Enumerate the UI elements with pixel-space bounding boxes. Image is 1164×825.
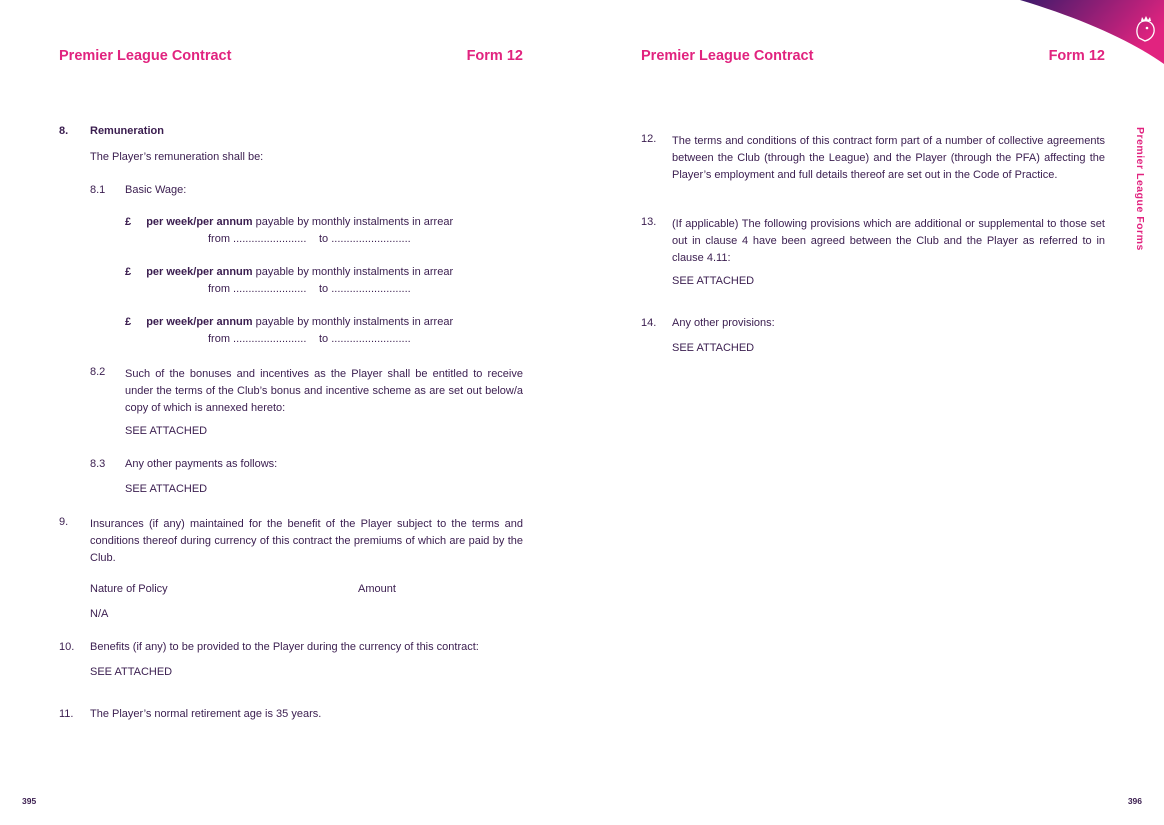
wage-from-3: from ........................	[208, 333, 307, 345]
s10-attached: SEE ATTACHED	[90, 666, 173, 678]
wage-terms: payable by monthly instalments in arrear	[255, 316, 454, 328]
s83-attached: SEE ATTACHED	[125, 483, 208, 495]
s9-number: 9.	[59, 516, 69, 528]
wage-from-1: from ........................	[208, 233, 307, 245]
s9-text: Insurances (if any) maintained for the benefit of the Player subject to the terms and conditions thereof during currency of this contract the premiums of which are paid by the Club.	[90, 518, 523, 564]
s13-attached: SEE ATTACHED	[672, 275, 755, 287]
s12-number: 12.	[641, 133, 657, 145]
currency-symbol: £	[125, 266, 132, 278]
wage-period: per week/per annum	[146, 316, 253, 328]
left-header-title: Premier League Contract	[59, 48, 232, 64]
right-header-form: Form 12	[1048, 48, 1105, 64]
s13-number: 13.	[641, 216, 657, 228]
s8-number: 8.	[59, 125, 69, 137]
s11-number: 11.	[59, 708, 74, 720]
s83-text: Any other payments as follows:	[125, 458, 278, 470]
wage-to-1: to ..........................	[319, 233, 411, 245]
s12-text: The terms and conditions of this contract form part of a number of collective agreements between the Club (through the League) and the Player (through the PFA) affecting the Player’s employment and full details thereof are set out in the Code of Practice.	[672, 135, 1105, 181]
s11-text: The Player’s normal retirement age is 35 years.	[90, 708, 322, 720]
wage-from-2: from ........................	[208, 283, 307, 295]
s8-title: Remuneration	[90, 125, 164, 137]
s10-number: 10.	[59, 641, 75, 653]
s9-col-amount: Amount	[358, 583, 396, 595]
s14-text: Any other provisions:	[672, 317, 775, 329]
wage-terms: payable by monthly instalments in arrear	[255, 216, 454, 228]
wage-line-2	[125, 266, 453, 278]
s82-number: 8.2	[90, 366, 106, 378]
wage-terms: payable by monthly instalments in arrear	[255, 266, 454, 278]
currency-symbol: £	[125, 316, 132, 328]
wage-period: per week/per annum	[146, 266, 253, 278]
currency-symbol: £	[125, 216, 132, 228]
left-page-number: 395	[22, 796, 37, 806]
wage-line-1	[125, 216, 453, 228]
right-header-title: Premier League Contract	[641, 48, 814, 64]
wage-line-3	[125, 316, 453, 328]
s82-attached: SEE ATTACHED	[125, 425, 208, 437]
s9-value: N/A	[90, 608, 109, 620]
s14-number: 14.	[641, 317, 657, 329]
wage-period: per week/per annum	[146, 216, 253, 228]
s83-number: 8.3	[90, 458, 106, 470]
s81-label: Basic Wage:	[125, 184, 187, 196]
s10-text: Benefits (if any) to be provided to the Player during the currency of this contract:	[90, 641, 479, 653]
left-header-form: Form 12	[466, 48, 523, 64]
right-page-number: 396	[1127, 796, 1142, 806]
wage-to-3: to ..........................	[319, 333, 411, 345]
s8-intro: The Player’s remuneration shall be:	[90, 151, 264, 163]
wage-to-2: to ..........................	[319, 283, 411, 295]
s9-col-policy: Nature of Policy	[90, 583, 168, 595]
s81-number: 8.1	[90, 184, 106, 196]
side-label: Premier League Forms	[1134, 127, 1146, 251]
s13-text: (If applicable) The following provisions which are additional or supplemental to those set out in clause 4 have been agreed between the Club and the Player as referred to in clause 4.11:	[672, 218, 1105, 264]
s14-attached: SEE ATTACHED	[672, 342, 755, 354]
s82-text: Such of the bonuses and incentives as the Player shall be entitled to receive under the terms of the Club’s bonus and incentive scheme as are set out below/a copy of which is annexed hereto:	[125, 368, 523, 414]
